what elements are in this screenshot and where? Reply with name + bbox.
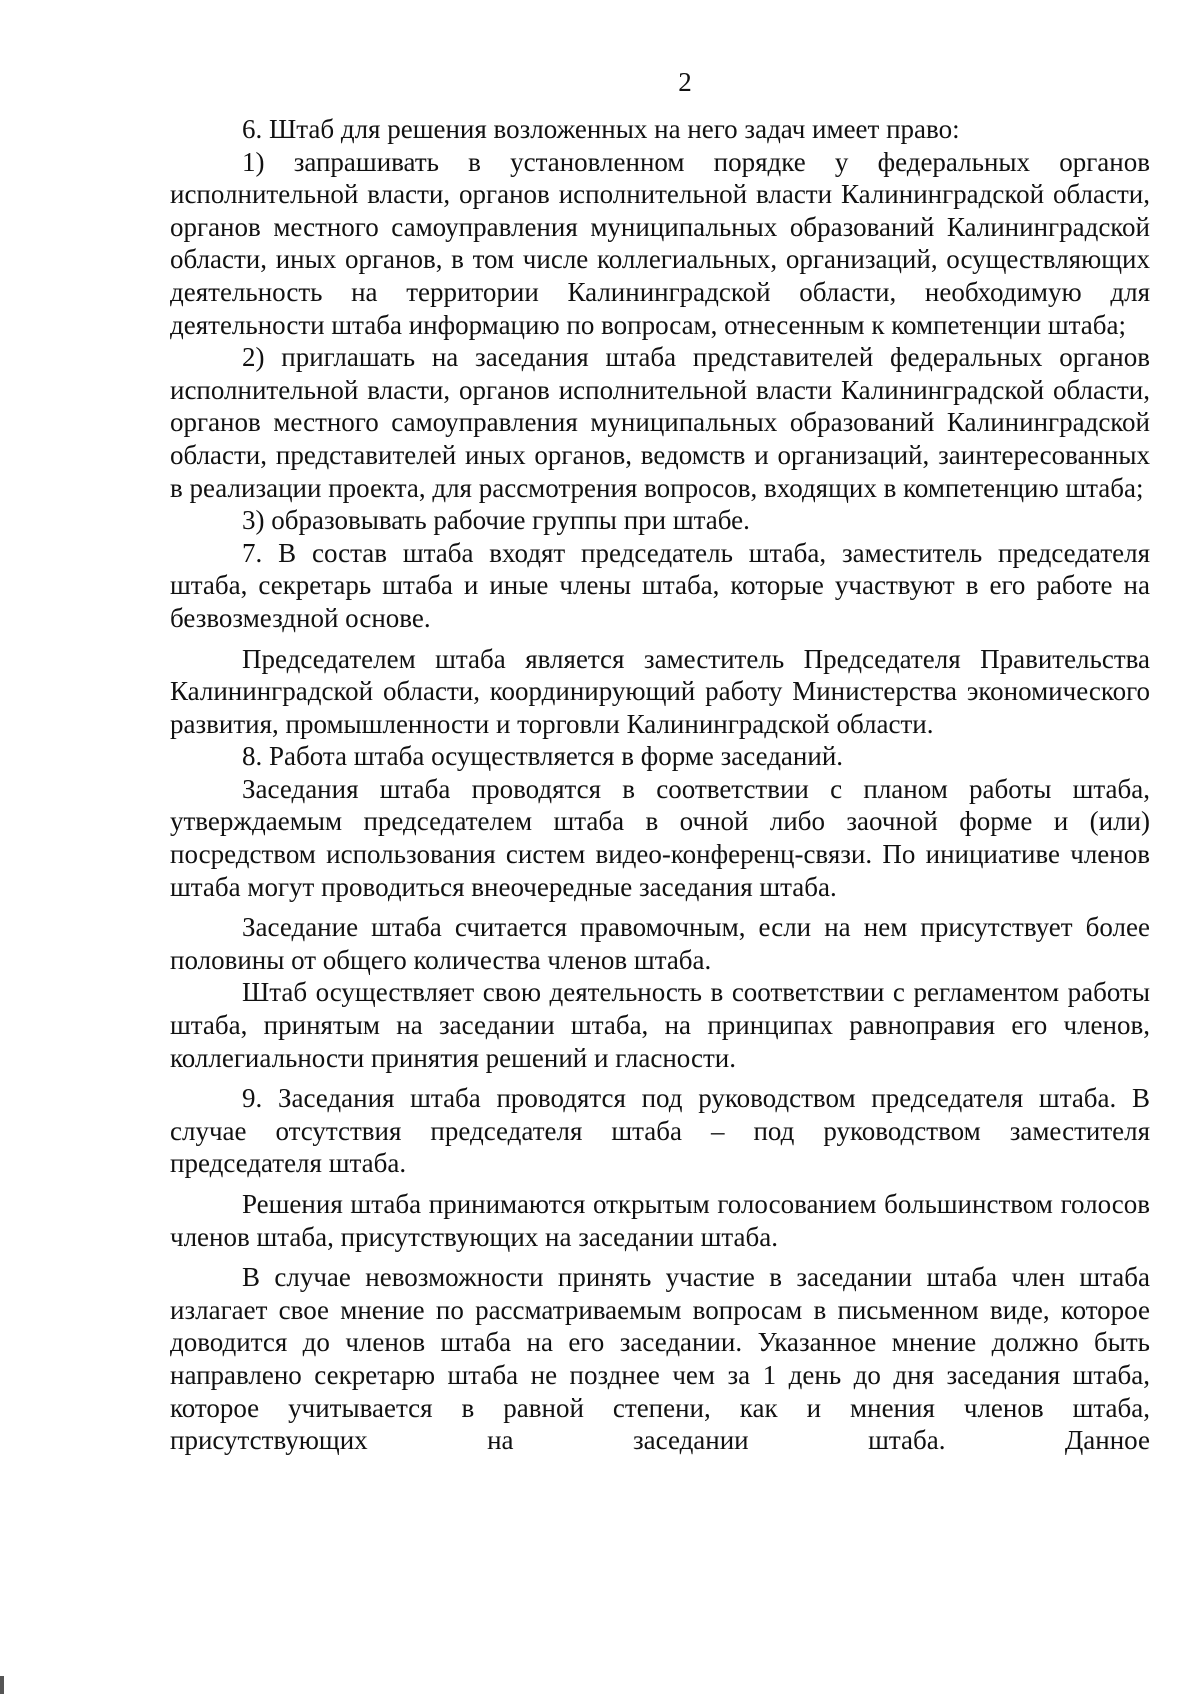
paragraph-7-chair: Председателем штаба является заместитель Председателя Правительства Калининградской области, координирующий работу Министерства экономического развития, промышленности и торговли Калининградской области. [170, 643, 1150, 739]
paragraph-8-meetings: Заседания штаба проводятся в соответствии с планом работы штаба, утверждаемым председателем штаба в очной либо заочной форме и (или) посредством использования систем видео-конференц-связи. По инициативе членов штаба могут проводиться внеочередные заседания штаба. [170, 773, 1150, 902]
paragraph-8-regulation: Штаб осуществляет свою деятельность в соответствии с регламентом работы штаба, принятым на заседании штаба, на принципах равноправия его членов, коллегиальности принятия решений и гласности. [170, 977, 1150, 1073]
paragraph-6-intro: 6. Штаб для решения возложенных на него задач имеет право: [242, 114, 960, 144]
paragraph-8-quorum: Заседание штаба считается правомочным, если на нем присутствует более половины от общего количества членов штаба. [170, 912, 1150, 975]
paragraph-9-absence: В случае невозможности принять участие в заседании штаба член штаба излагает свое мнение по рассматриваемым вопросам в письменном виде, которое доводится до членов штаба на его заседании. Указанное мнение должно быть направлено секретарю штаба не позднее чем за 1 день до дня заседания штаба, которое учитывается в равной степени, как и мнения членов штаба, присутствующих на заседании штаба. Данное [170, 1262, 1150, 1456]
page-number: 2 [678, 67, 692, 97]
document-body [170, 113, 1150, 1457]
scan-edge-mark [0, 1676, 4, 1694]
paragraph-9-decisions: Решения штаба принимаются открытым голосованием большинством голосов членов штаба, присутствующих на заседании штаба. [170, 1189, 1150, 1252]
paragraph-8: 8. Работа штаба осуществляется в форме заседаний. [242, 741, 844, 772]
paragraph-9: 9. Заседания штаба проводятся под руководством председателя штаба. В случае отсутствия председателя штаба – под руководством заместителя председателя штаба. [170, 1083, 1150, 1179]
paragraph-7: 7. В состав штаба входят председатель штаба, заместитель председателя штаба, секретарь штаба и иные члены штаба, которые участвуют в его работе на безвозмездной основе. [170, 537, 1150, 633]
paragraph-6-item-3: 3) образовывать рабочие группы при штабе. [242, 505, 750, 536]
paragraph-6-item-2: 2) приглашать на заседания штаба представителей федеральных органов исполнительной власти, органов исполнительной власти Калининградской области, органов местного самоуправления муниципальных образований Калининградской области, представителей иных органов, ведомств и организаций, заинтересованных в реализации проекта, для рассмотрения вопросов, входящих в компетенцию штаба; [170, 342, 1150, 503]
paragraph-6-item-1: 1) запрашивать в установленном порядке у федеральных органов исполнительной власти, органов исполнительной власти Калининградской области, органов местного самоуправления муниципальных образований Калининградской области, иных органов, в том числе коллегиальных, организаций, осуществляющих деятельность на территории Калининградской области, необходимую для деятельности штаба информацию по вопросам, отнесенным к компетенции штаба; [170, 146, 1150, 340]
